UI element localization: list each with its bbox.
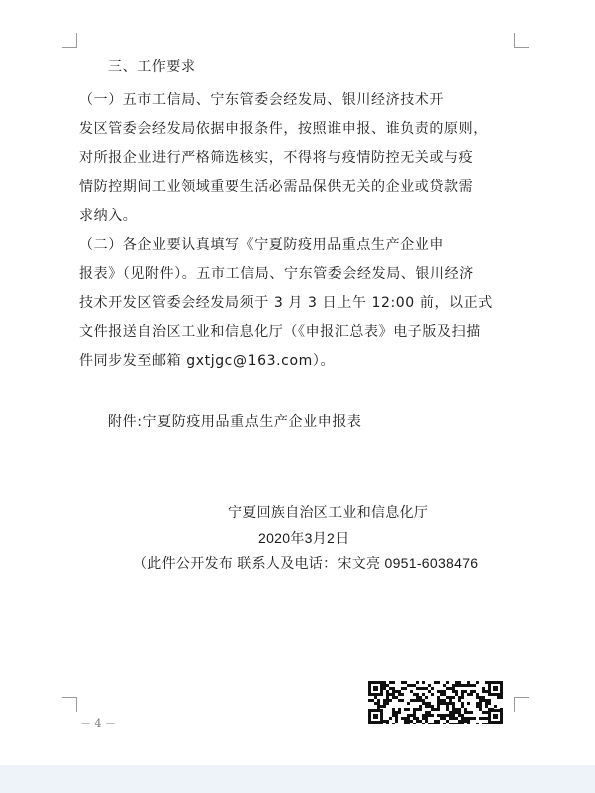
crop-mark-bottom-left [62, 697, 77, 712]
paragraph-2-line: 技术开发区管委会经发局须于 3 月 3 日上午 12:00 前，以正式 [79, 295, 493, 311]
issuing-organization: 宁夏回族自治区工业和信息化厅 [228, 504, 429, 520]
contact-info: （此件公开发布 联系人及电话：宋文亮 0951-6038476 [133, 555, 479, 571]
barcode-image [368, 681, 503, 724]
crop-mark-top-right [514, 33, 529, 48]
attachment-line: 附件:宁夏防疫用品重点生产企业申报表 [108, 414, 362, 430]
paragraph-1-line: 对所报企业进行严格筛选核实，不得将与疫情防控无关或与疫 [79, 150, 474, 166]
crop-mark-top-left [62, 33, 77, 48]
paragraph-1-line: （一）五市工信局、宁东管委会经发局、银川经济技术开 [79, 92, 444, 108]
issue-date: 2020年3月2日 [258, 530, 350, 546]
paragraph-2-line: 报表》（见附件）。五市工信局、宁东管委会经发局、银川经济 [79, 266, 474, 282]
paragraph-2 [79, 231, 493, 376]
paragraph-1-line: 求纳入。 [79, 208, 138, 224]
page-number: － 4 － [80, 717, 116, 730]
section-heading: 三、工作要求 [108, 59, 196, 75]
paragraph-2-line: （二）各企业要认真填写《宁夏防疫用品重点生产企业申 [79, 237, 444, 253]
paragraph-2-line: 件同步发至邮箱 gxtjgc@163.com）。 [79, 353, 336, 369]
crop-mark-bottom-right [514, 697, 529, 712]
paragraph-2-line: 文件报送自治区工业和信息化厅（《申报汇总表》电子版及扫描 [79, 324, 481, 340]
paragraph-1-line: 情防控期间工业领域重要生活必需品保供无关的企业或贷款需 [79, 179, 474, 195]
paragraph-1 [79, 86, 488, 231]
paragraph-1-line: 发区管委会经发局依据申报条件，按照谁申报、谁负责的原则， [79, 121, 488, 137]
